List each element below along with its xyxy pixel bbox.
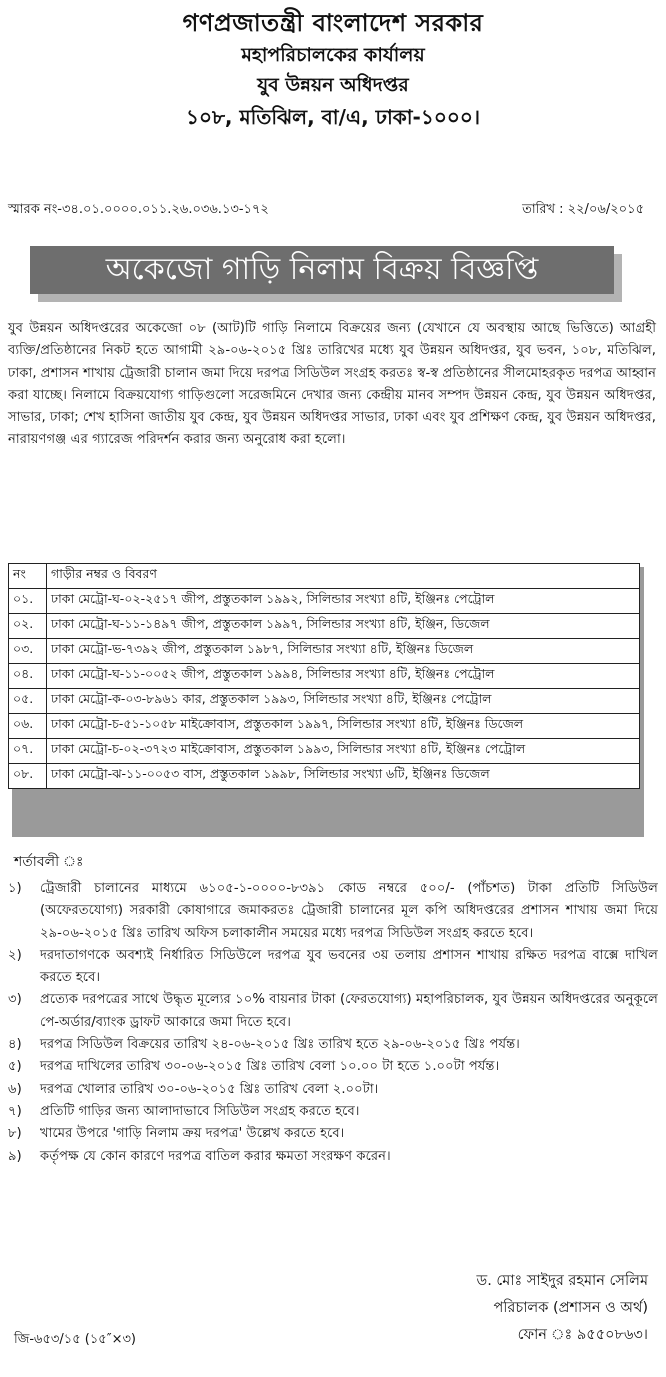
term-number: ৯) [8,1148,22,1164]
header-serial: নং [9,564,47,589]
term-item [8,1123,658,1145]
term-item [8,878,658,945]
table-row [9,664,640,689]
term-text: ট্রেজারী চালানের মাধ্যমে ৬১০৫-১-০০০০-৮৩৯১ কোড নম্বরে ৫০০/- (পাঁচশত) টাকা প্রতিটি সিডিউল (অফেরতযোগ্য) সরকারী কোষাগারে জমাকরতঃ ট্রেজারী চালানের মূল কপি অধিদপ্তরের প্রশাসন শাখায় জমা দিয়ে ২৯-০৬-২০১৫ খ্রিঃ তারিখ অফিস চলাকালীন সময়ের মধ্যে দরপত্র সিডিউল সংগ্রহ করতে হবে। [40,881,658,941]
row-serial: ০৬. [9,714,47,739]
terms-heading: শর্তাবলী ঃ [14,854,84,870]
signatory-phone: ফোন ঃ ৯৫৫০৮৬৩। [517,1327,648,1343]
signatory-designation: পরিচালক (প্রশাসন ও অর্থ) [493,1300,648,1316]
row-description: ঢাকা মেট্রো-চ-০২-৩৭২৩ মাইক্রোবাস, প্রস্তুতকাল ১৯৯৩, সিলিন্ডার সংখ্যা ৪টি, ইঞ্জিনঃ পেট্রোল [47,739,640,764]
ad-reference-code: জি-৬৫৩/১৫ (১৫″×৩) [14,1332,136,1347]
office-address: ১০৮, মতিঝিল, বা/এ, ঢাকা-১০০০। [185,105,481,129]
notice-date: তারিখ : ২২/০৬/২০১৫ [522,202,644,217]
term-item [8,945,658,990]
term-number: ৪) [8,1037,22,1053]
vehicle-table [8,563,640,789]
term-text: প্রত্যেক দরপত্রের সাথে উদ্ধৃত মূল্যের ১০% বায়নার টাকা (ফেরতযোগ্য) মহাপরিচালক, যুব উন্নয়ন অধিদপ্তরের অনুকূলে পে-অর্ডার/ব্যাংক ড্রাফট আকারে জমা দিতে হবে। [40,992,658,1030]
term-number: ৫) [8,1059,22,1075]
term-text: খামের উপরে 'গাড়ি নিলাম ক্রয় দরপত্র' উল্লেখ করতে হবে। [40,1126,345,1142]
table-row [9,764,640,789]
term-number: ৮) [8,1126,22,1142]
term-number: ৩) [8,992,22,1008]
letterhead [0,6,666,134]
terms-list [8,878,658,1168]
term-text: প্রতিটি গাড়ির জন্য আলাদাভাবে সিডিউল সংগ্রহ করতে হবে। [40,1103,360,1119]
row-serial: ০৭. [9,739,47,764]
term-item [8,1034,658,1056]
table-row [9,714,640,739]
term-number: ২) [8,947,22,963]
row-description: ঢাকা মেট্রো-ভ-৭৩৯২ জীপ, প্রস্তুতকাল ১৯৮৭, সিলিন্ডার সংখ্যা ৪টি, ইঞ্জিনঃ ডিজেল [47,639,640,664]
row-description: ঢাকা মেট্রো-ঘ-০২-২৫১৭ জীপ, প্রস্তুতকাল ১৯৯২, সিলিন্ডার সংখ্যা ৪টি, ইঞ্জিনঃ পেট্রোল [47,589,640,614]
government-name: গণপ্রজাতন্ত্রী বাংলাদেশ সরকার [182,9,484,37]
term-number: ১) [8,881,22,896]
row-serial: ০৪. [9,664,47,689]
row-description: ঢাকা মেট্রো-ঝ-১১-০০৫৩ বাস, প্রস্তুতকাল ১৯৯৮, সিলিন্ডার সংখ্যা ৬টি, ইঞ্জিনঃ ডিজেল [47,764,640,789]
row-serial: ০৩. [9,639,47,664]
row-serial: ০২. [9,614,47,639]
department-name: যুব উন্নয়ন অধিদপ্তর [257,74,409,96]
term-text: দরদাতাগণকে অবশ্যই নির্ধারিত সিডিউলে দরপত্র যুব ভবনের ৩য় তলায় প্রশাসন শাখায় রক্ষিত দরপত্র বাক্সে দাখিল করতে হবে। [40,947,658,986]
row-serial: ০৮. [9,764,47,789]
table-row [9,639,640,664]
term-number: ৬) [8,1081,22,1097]
row-description: ঢাকা মেট্রো-চ-৫১-১০৫৮ মাইক্রোবাস, প্রস্তুতকাল ১৯৯৭, সিলিন্ডার সংখ্যা ৪টি, ইঞ্জিনঃ ডিজেল [47,714,640,739]
row-serial: ০৫. [9,689,47,714]
term-item [8,1056,658,1078]
table-row [9,689,640,714]
signature-block [477,1268,648,1349]
term-item [8,1101,658,1123]
row-description: ঢাকা মেট্রো-ঘ-১১-১৪৯৭ জীপ, প্রস্তুতকাল ১৯৯৭, সিলিন্ডার সংখ্যা ৪টি, ইঞ্জিন, ডিজেল [47,614,640,639]
term-text: দরপত্র দাখিলের তারিখ ৩০-০৬-২০১৫ খ্রিঃ তারিখ বেলা ১০.০০ টা হতে ১.০০টা পর্যন্ত। [40,1059,500,1075]
memo-number: স্মারক নং-৩৪.০১.০০০০.০১১.২৬.০৩৬.১৩-১৭২ [8,202,269,217]
header-description: গাড়ীর নম্বর ও বিবরণ [47,564,640,589]
notice-title: অকেজো গাড়ি নিলাম বিক্রয় বিজ্ঞপ্তি [30,246,614,294]
row-serial: ০১. [9,589,47,614]
office-name: মহাপরিচালকের কার্যালয় [241,44,425,66]
row-description: ঢাকা মেট্রো-ঘ-১১-০০৫২ জীপ, প্রস্তুতকাল ১৯৯৪, সিলিন্ডার সংখ্যা ৪টি, ইঞ্জিনঃ পেট্রোল [47,664,640,689]
signatory-name: ড. মোঃ সাইদুর রহমান সেলিম [476,1273,648,1289]
term-text: দরপত্র খোলার তারিখ ৩০-০৬-২০১৫ খ্রিঃ তারিখ বেলা ২.০০টা। [40,1081,379,1097]
table-row [9,614,640,639]
row-description: ঢাকা মেট্রো-ক-০৩-৮৯৬১ কার, প্রস্তুতকাল ১৯৯৩, সিলিন্ডার সংখ্যা ৪টি, ইঞ্জিনঃ পেট্রোল [47,689,640,714]
term-text: কর্তৃপক্ষ যে কোন কারণে দরপত্র বাতিল করার ক্ষমতা সংরক্ষণ করেন। [40,1148,391,1164]
term-text: দরপত্র সিডিউল বিক্রয়ের তারিখ ২৪-০৬-২০১৫ খ্রিঃ তারিখ হতে ২৯-০৬-২০১৫ খ্রিঃ পর্যন্ত। [40,1037,520,1053]
table-header-row [9,564,640,589]
table-row [9,739,640,764]
term-item [8,1146,658,1168]
term-number: ৭) [8,1103,22,1119]
term-item [8,1079,658,1101]
intro-paragraph: যুব উন্নয়ন অধিদপ্তরের অকেজো ০৮ (আট)টি গাড়ি নিলামে বিক্রয়ের জন্য (যেখানে যে অবস্থায় আছে ভিত্তিতে) আগ্রহী ব্যক্তি/প্রতিষ্ঠানের নিকট হতে আগামী ২৯-০৬-২০১৫ খ্রিঃ তারিখের মধ্যে যুব উন্নয়ন অধিদপ্তর, যুব ভবন, ১০৮, মতিঝিল, ঢাকা, প্রশাসন শাখায় ট্রেজারী চালান জমা দিয়ে দরপত্র সিডিউল সংগ্রহ করতঃ স্ব-স্ব প্রতিষ্ঠানের সীলমোহরকৃত দরপত্র আহ্বান করা যাচ্ছে। নিলামে বিক্রয়যোগ্য গাড়িগুলো সরেজমিনে দেখার জন্য কেন্দ্রীয় মানব সম্পদ উন্নয়ন কেন্দ্র, যুব উন্নয়ন অধিদপ্তর, সাভার, ঢাকা; শেখ হাসিনা জাতীয় যুব কেন্দ্র, যুব উন্নয়ন অধিদপ্তর সাভার, ঢাকা এবং যুব প্রশিক্ষণ কেন্দ্র, যুব উন্নয়ন অধিদপ্তর, নারায়ণগঞ্জ এর গ্যারেজ পরিদর্শন করার জন্য অনুরোধ করা হলো। [8,321,656,448]
term-item [8,989,658,1034]
table-row [9,589,640,614]
